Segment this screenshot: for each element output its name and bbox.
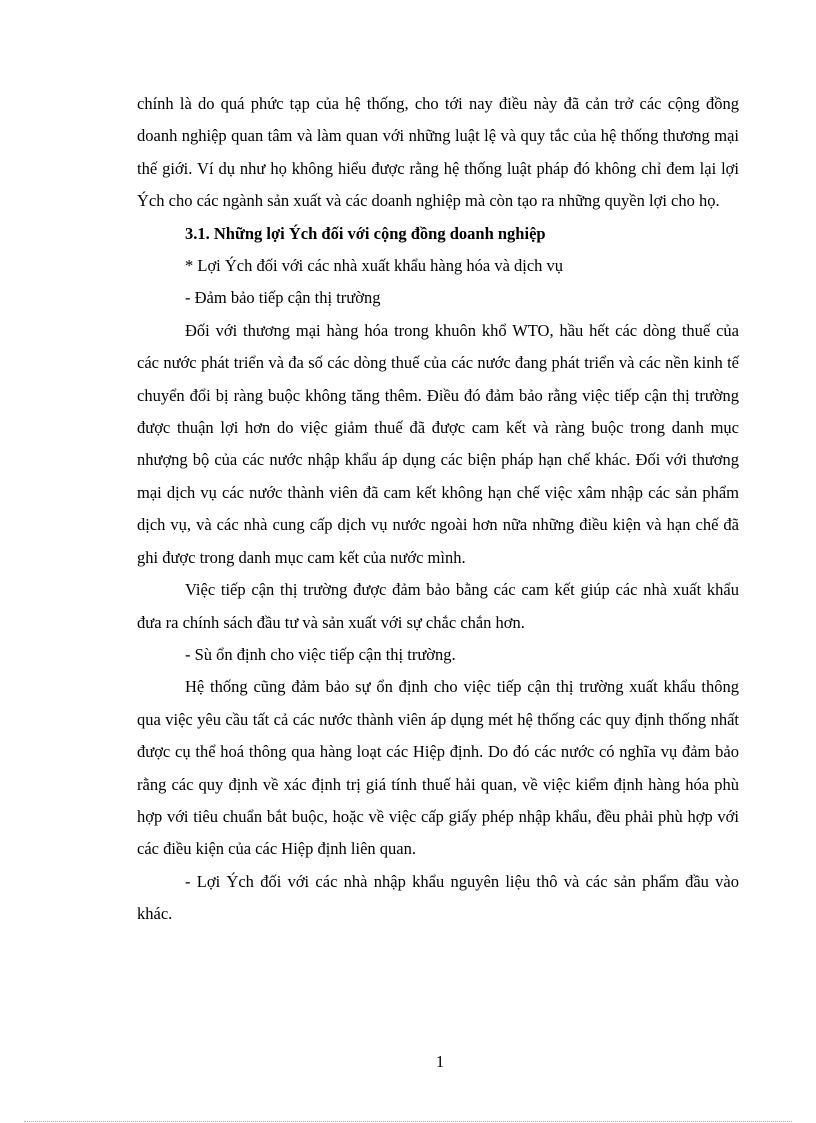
subheading-exporters: * Lợi Ých đối với các nhà xuất khẩu hàng hóa và dịch vụ — [185, 256, 564, 276]
paragraph-stability: Hệ thống cũng đảm bảo sự ổn định cho việc tiếp cận thị trường xuất khẩu thông qua việc yêu cầu tất cả các nước thành viên áp dụng mét hệ thống các quy định thống nhất được cụ thể hoá thông qua hàng loạt các Hiệp định. Do đó các nước có nghĩa vụ đảm bảo rằng các quy định về xác định trị giá tính thuế hải quan, về việc kiểm định hàng hóa phù hợp với tiêu chuẩn bắt buộc, hoặc về việc cấp giấy phép nhập khẩu, đều phải phù hợp với các điều kiện của các Hiệp định liên quan. — [137, 677, 739, 859]
page-number: 1 — [435, 1052, 445, 1071]
paragraph-intro: chính là do quá phức tạp của hệ thống, cho tới nay điều này đã cản trở các cộng đồng doanh nghiệp quan tâm và làm quan với những luật lệ và quy tắc của hệ thống thương mại thế giới. Ví dụ như họ không hiểu được rằng hệ thống luật pháp đó không chỉ đem lại lợi Ých cho các ngành sản xuất và các doanh nghiệp mà còn tạo ra những quyền lợi cho họ. — [137, 94, 739, 211]
section-heading: 3.1. Những lợi Ých đối với cộng đồng doanh nghiệp — [185, 223, 546, 243]
paragraph-market-access: Đối với thương mại hàng hóa trong khuôn khổ WTO, hầu hết các dòng thuế của các nước phát triển và đa số các dòng thuế của các nước đang phát triển và các nền kinh tế chuyển đổi bị ràng buộc không tăng thêm. Điều đó đảm bảo rằng việc tiếp cận thị trường được thuận lợi hơn do việc giảm thuế đã được cam kết và ràng buộc trong danh mục nhượng bộ của các nước nhập khẩu áp dụng các biện pháp hạn chế khác. Đối với thương mại dịch vụ các nước thành viên đã cam kết không hạn chế việc xâm nhập các sản phẩm dịch vụ, và các nhà cung cấp dịch vụ nước ngoài hơn nữa những điều kiện và hạn chế đã ghi được trong danh mục cam kết của nước mình. — [137, 320, 739, 567]
bullet-market-access: - Đảm bảo tiếp cận thị trường — [185, 288, 381, 308]
paragraph-commitments: Việc tiếp cận thị trường được đảm bảo bằng các cam kết giúp các nhà xuất khẩu đưa ra chính sách đầu tư và sản xuất với sự chắc chắn hơn. — [137, 580, 739, 632]
bullet-stability: - Sù ổn định cho việc tiếp cận thị trường. — [185, 644, 456, 664]
bullet-importers: - Lợi Ých đối với các nhà nhập khẩu nguyên liệu thô và các sản phẩm đầu vào khác. — [137, 871, 739, 924]
page-footer-divider — [24, 1121, 792, 1122]
document-page — [137, 88, 739, 931]
